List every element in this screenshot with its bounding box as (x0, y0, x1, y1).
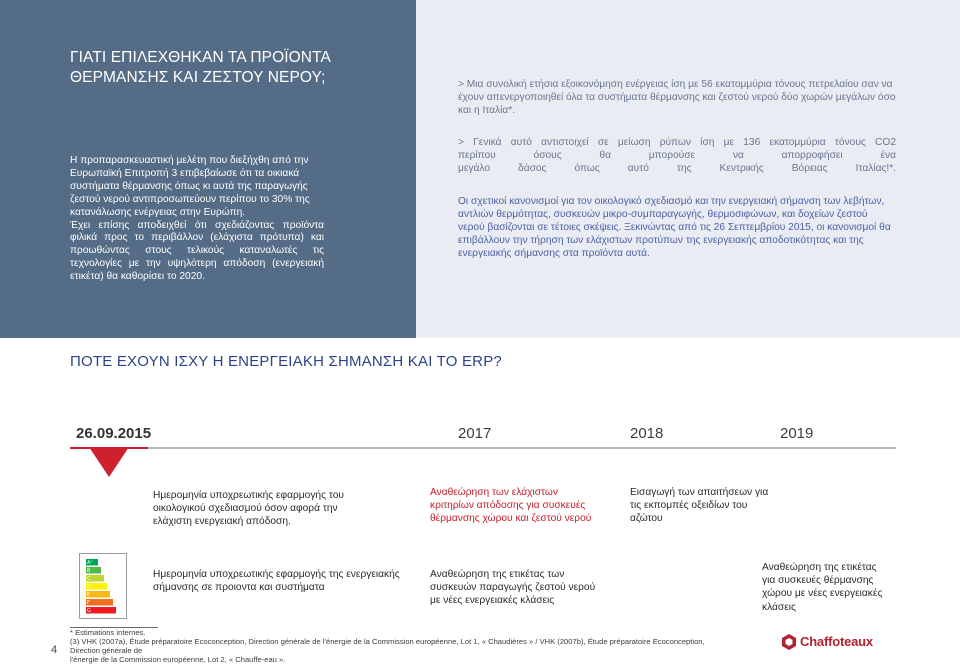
energy-class-d: D (87, 584, 91, 590)
timeline-year-2019: 2019 (780, 425, 814, 442)
energy-class-a: A⁺ (87, 560, 94, 566)
section-title: ΠΟΤΕ ΕΧΟΥΝ ΙΣΧΥ Η ΕΝΕΡΓΕΙΑΚΗ ΣΗΜΑΝΣΗ ΚΑΙ ΤΟ ERP? (70, 353, 502, 370)
right-paragraph-2 (458, 136, 896, 175)
right-paragraph-2-line-3: μεγάλο δάσος όπως αυτό της Κεντρικής Βόρειας Ιταλίας!*. (458, 163, 896, 174)
energy-class-e: E (87, 592, 91, 598)
left-body-text (70, 155, 324, 284)
row2-cell-2017: Αναθεώρηση της ετικέτας των συσκευών παραγωγής ζεστού νερού με νέες ενεργειακές κλάσεις (430, 569, 596, 607)
left-paragraph-2: Έχει επίσης αποδειχθεί ότι σχεδιάζοντας προϊόντα φιλικά προς το περιβάλλον (ελάχιστα πρότυπα) και προωθώντας στους τελικούς καταναλωτές τις τεχνολογίες με την υψηλότερη απόδοση (ενεργειακή ετικέτα) θα καθορίσει το 2020. (70, 219, 324, 283)
page-number: 4 (51, 644, 58, 656)
energy-class-f: F (87, 600, 90, 606)
timeline-year-2017: 2017 (458, 425, 492, 442)
energy-class-c: C (87, 576, 91, 582)
energy-class-b: B (87, 568, 91, 574)
right-paragraph-1 (458, 78, 896, 117)
right-paragraph-3 (458, 195, 896, 260)
right-paragraph-2-line-1: > Γενικά αυτό αντιστοιχεί σε μείωση ρύπων ίση με 136 εκατομμύρια τόνους CO2 (458, 137, 896, 148)
timeline-year-2015: 26.09.2015 (76, 425, 152, 442)
row1-cell-2017: Αναθεώρηση των ελάχιστων κριτηρίων απόδοσης για συσκευές θέρμανσης χώρου και ζεστού νερού (430, 487, 592, 525)
row1-cell-2018: Εισαγωγή των απαιτήσεων για τις εκπομπές οξειδίων του αζώτου (630, 487, 769, 525)
right-paragraph-1-text: > Μια συνολική ετήσια εξοικονόμηση ενέργειας ίση με 56 εκατομμύρια τόνους πετρελαίου σαν να έχουν απενεργοποιηθεί όλα τα συστήματα θέρμανσης και ζεστού νερού δύο χωρών μεγάλων όσο και η Ιταλία*. (458, 79, 896, 116)
right-paragraph-3-text: Οι σχετικοί κανονισμοί για τον οικολογικό σχεδιασμό και την ενεργειακή σήμανση των λεβήτων, αντλιών θερμότητας, συσκευών μικρο-συμπαραγωγής, θερμοσιφώνων, και δοχείων ζεστού νερού βασίζονται σε τέτοιες σκέψεις. Ξεκινώντας από τις 26 Σεπτεμβρίου 2015, οι κανονισμοί θα επιβάλλουν την τήρηση των ελάχιστων προτύπων της ενεργειακής αποδοτικότητας και της ενεργειακής σήμανσης στα προϊόντα αυτά. (458, 196, 891, 259)
footnote-3: l'énergie de la Commission européenne, Lot 2, « Chauffe-eau ». (70, 655, 286, 664)
timeline-year-2018: 2018 (630, 425, 664, 442)
energy-label-bars (80, 554, 126, 618)
energy-class-g: G (87, 608, 91, 614)
title-line-2: ΘΕΡΜΑΝΣΗΣ ΚΑΙ ΖΕΣΤΟΥ ΝΕΡΟΥ; (70, 69, 326, 86)
brand-logo-text: Chaffoteaux (800, 634, 873, 649)
title-line-1: ΓΙΑΤΙ ΕΠΙΛΕΧΘΗΚΑΝ ΤΑ ΠΡΟΪΟΝΤΑ (70, 49, 331, 66)
footnote-1: * Estimations internes. (70, 628, 146, 637)
right-paragraph-2-line-2: περίπου όσους θα μπορούσε να απορροφήσει ένα (458, 150, 896, 161)
chaffoteaux-logo-icon (780, 633, 798, 651)
page-title (70, 48, 370, 88)
left-paragraph-1: Η προπαρασκευαστική μελέτη που διεξήχθη από την Ευρωπαϊκή Επιτροπή 3 επιβεβαίωσε ότι τα οικιακά συστήματα θέρμανσης όπως κι αυτά της παραγωγής ζεστού νερού αντιπροσωπεύουν περίπου το 30% της κατανάλωσης ενέργειας στην Ευρώπη. (70, 155, 310, 218)
footnotes (70, 628, 730, 664)
row2-cell-2019: Αναθεώρηση της ετικέτας για συσκευές θέρμανσης χώρου με νέες ενεργειακές κλάσεις (762, 562, 883, 613)
timeline-line (70, 447, 896, 449)
footnote-2: (3) VHK (2007a), Étude préparatoire Ecoconception, Direction générale de l'énergie de la Commission européenne, Lot 1, « Chaudières » / VHK (2007b), Étude préparatoire Ecoconception, Direction générale de (70, 637, 705, 655)
energy-label-icon (79, 553, 127, 619)
row1-cell-2015: Ημερομηνία υποχρεωτικής εφαρμογής του οικολογικού σχεδιασμού όσον αφορά την ελάχιστη ενεργειακή απόδοση. (153, 490, 344, 528)
row2-cell-2015: Ημερομηνία υποχρεωτικής εφαρμογής της ενεργειακής σήμανσης σε προιοντα και συστήματα (153, 569, 400, 594)
timeline-marker-icon (89, 447, 129, 479)
